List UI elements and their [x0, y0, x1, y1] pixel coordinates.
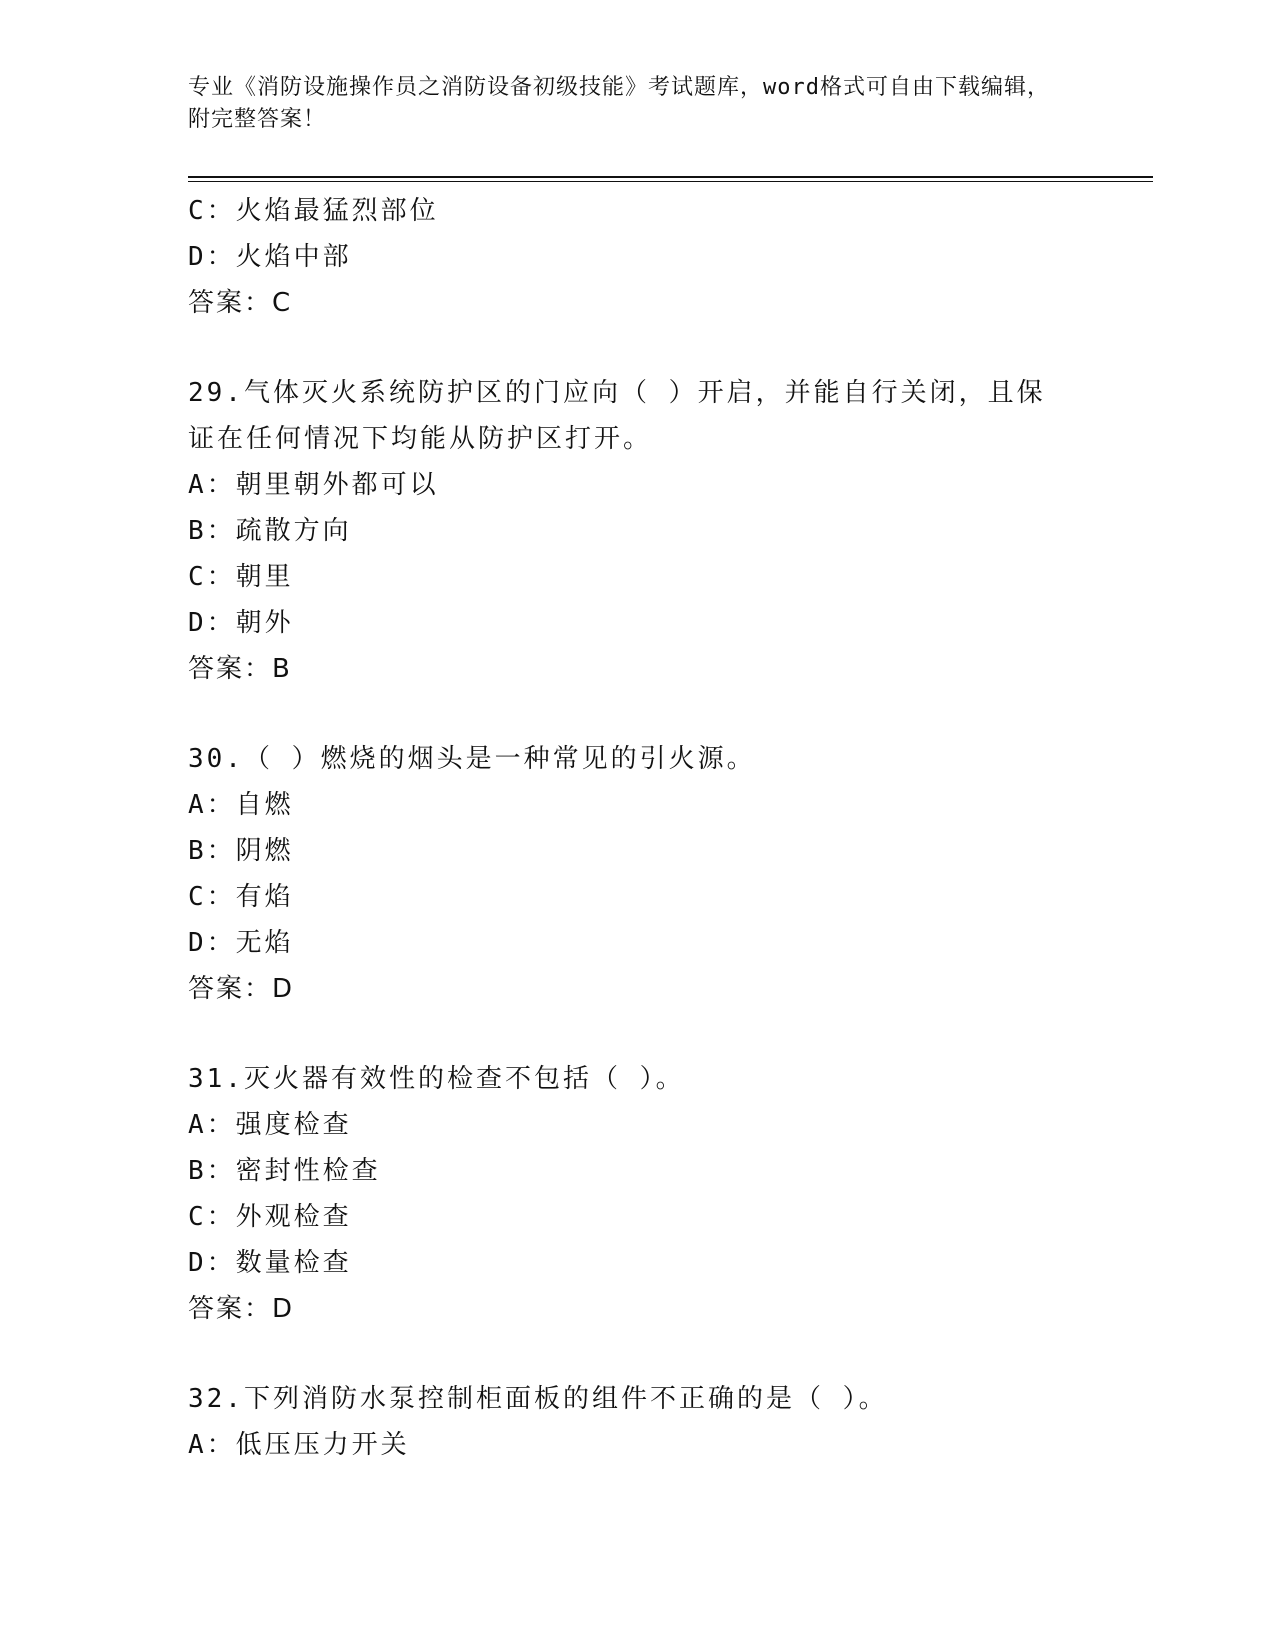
option-a: A：低压压力开关	[188, 1430, 410, 1460]
option-c: C：有焰	[188, 882, 294, 912]
option-a: A：自燃	[188, 790, 294, 820]
option-d: D：火焰中部	[188, 242, 352, 272]
header-divider	[188, 176, 1153, 178]
option-b: B：阴燃	[188, 836, 294, 866]
option-d: D：朝外	[188, 608, 294, 638]
option-c: C：外观检查	[188, 1202, 352, 1232]
document-header: 专业《消防设施操作员之消防设备初级技能》考试题库，word格式可自由下载编辑，附完整答案！	[188, 75, 1050, 132]
answer-line: 答案：D	[188, 974, 295, 1004]
question-list	[188, 188, 1088, 1468]
option-a: A：强度检查	[188, 1110, 352, 1140]
question-stem: 31.灭火器有效性的检查不包括（ ）。	[188, 1064, 685, 1094]
option-a: A：朝里朝外都可以	[188, 470, 439, 500]
answer-line: 答案：C	[188, 288, 293, 318]
question-stem: 32.下列消防水泵控制柜面板的组件不正确的是（ ）。	[188, 1384, 888, 1414]
question-stem: 30.（ ）燃烧的烟头是一种常见的引火源。	[188, 744, 756, 774]
question-stem: 29.气体灭火系统防护区的门应向（ ）开启，并能自行关闭，且保证在任何情况下均能从防护区打开。	[188, 378, 1046, 454]
option-c: C：火焰最猛烈部位	[188, 196, 439, 226]
answer-line: 答案：B	[188, 654, 292, 684]
option-c: C：朝里	[188, 562, 294, 592]
question-32	[188, 1376, 1088, 1468]
option-b: B：密封性检查	[188, 1156, 381, 1186]
question-28-continuation	[188, 188, 1088, 326]
option-d: D：无焰	[188, 928, 294, 958]
option-d: D：数量检查	[188, 1248, 352, 1278]
question-30	[188, 736, 1088, 1012]
option-b: B：疏散方向	[188, 516, 352, 546]
question-31	[188, 1056, 1088, 1332]
header-divider-thin	[188, 181, 1153, 182]
question-29	[188, 370, 1088, 692]
answer-line: 答案：D	[188, 1294, 295, 1324]
